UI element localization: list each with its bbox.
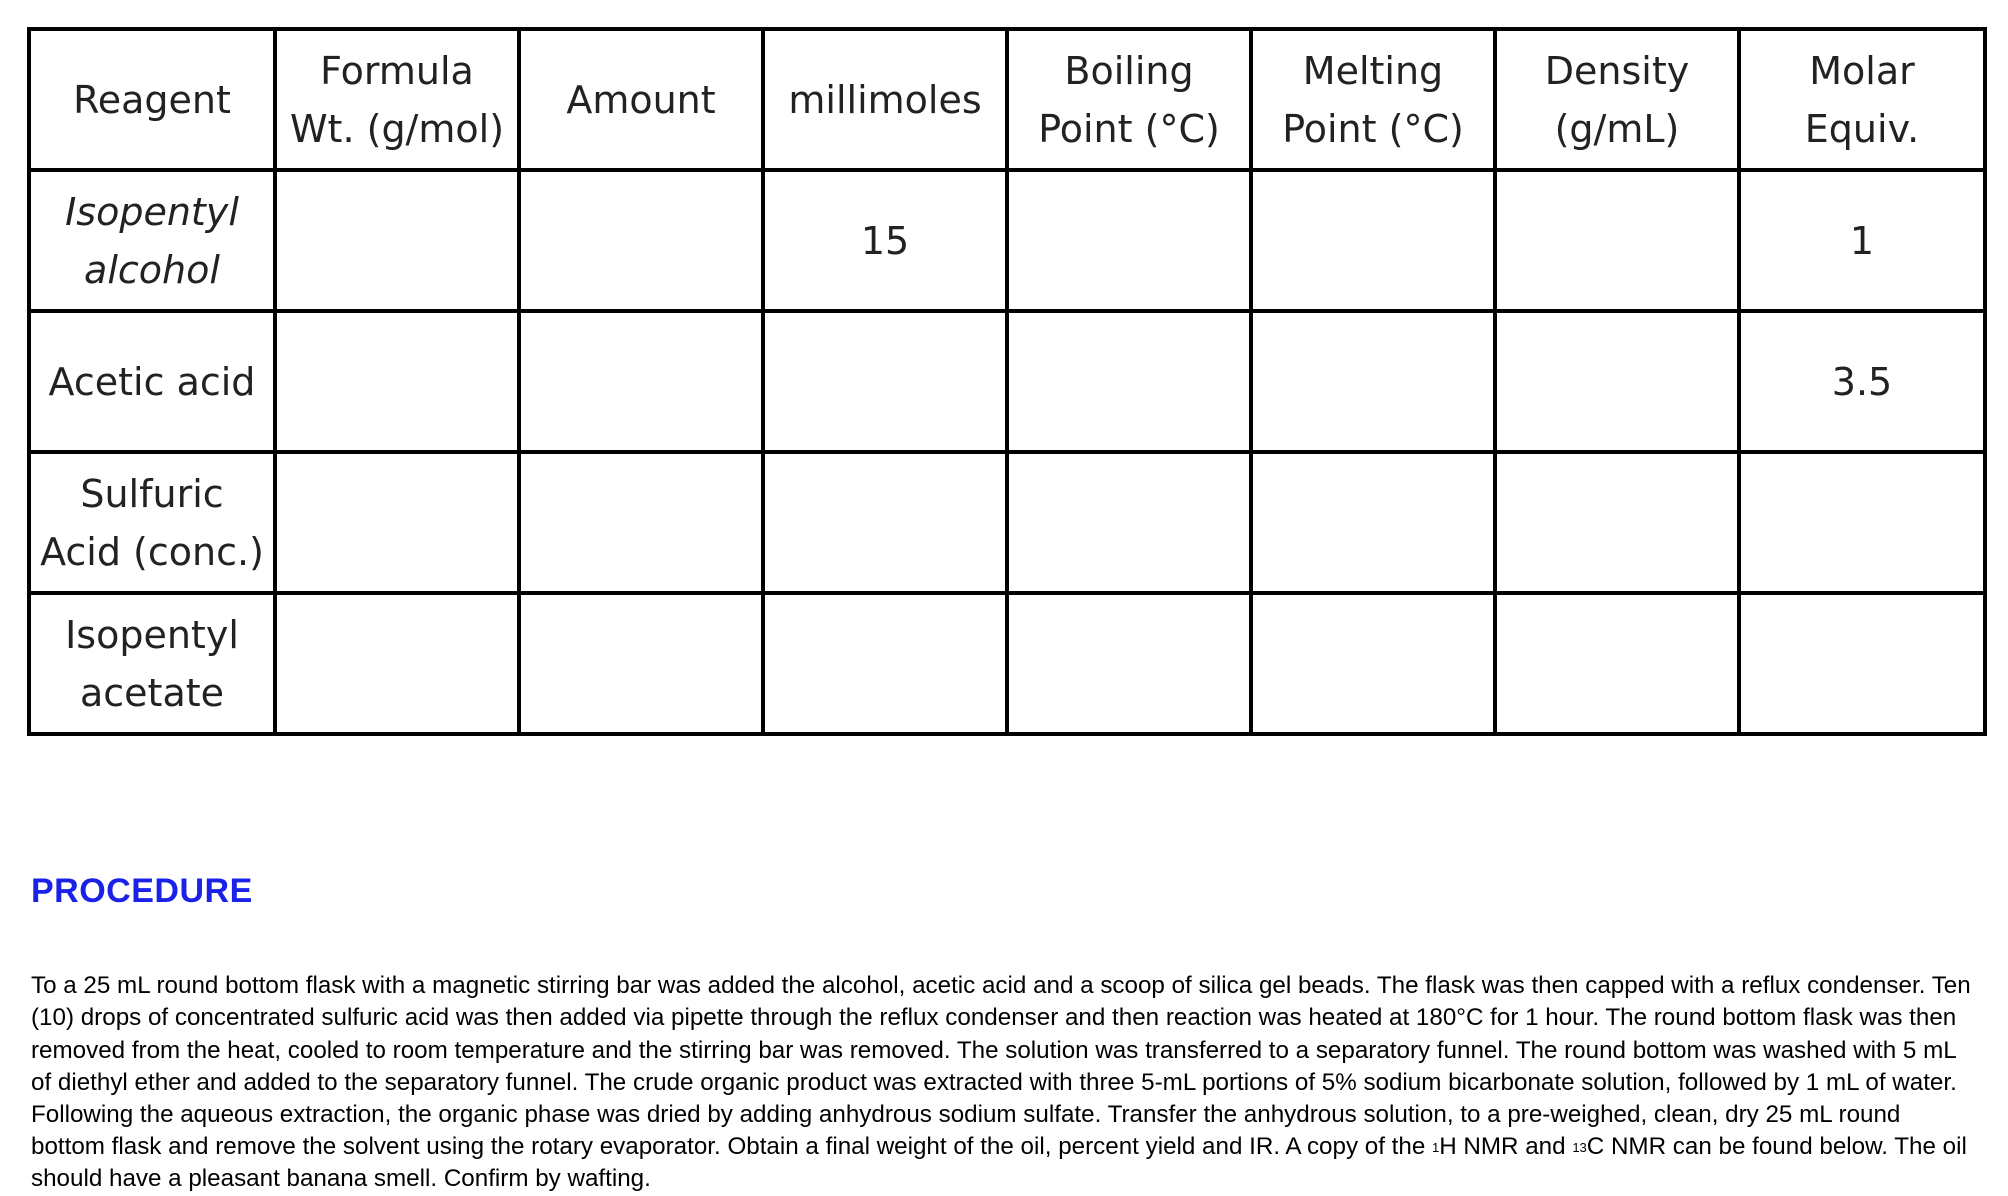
procedure-text-part3: C NMR can be found below. The oil should have a pleasant banana smell. Confirm by wafting. [31, 1133, 1967, 1193]
cell-formula-wt [275, 311, 519, 452]
header-millimoles: millimoles [763, 29, 1007, 170]
cell-boiling-point [1007, 593, 1251, 734]
table-row-isopentyl-acetate [29, 593, 1985, 734]
table-row-isopentyl-alcohol [29, 170, 1985, 311]
procedure-heading: PROCEDURE [31, 872, 253, 910]
table-header-row [29, 29, 1985, 170]
cell-amount [519, 593, 763, 734]
cell-molar-equiv [1739, 452, 1985, 593]
cell-amount [519, 452, 763, 593]
procedure-text-part1: To a 25 mL round bottom flask with a magnetic stirring bar was added the alcohol, acetic acid and a scoop of silica gel beads. The flask was then capped with a reflux condenser. Ten (10) drops of concentrated sulfuric acid was then added via pipette through the reflux condenser and then reaction was heated at 180°C for 1 hour. The round bottom flask was then removed from the heat, cooled to room temperature and the stirring bar was removed. The solution was transferred to a separatory funnel. The round bottom was washed with 5 mL of diethyl ether and added to the separatory funnel. The crude organic product was extracted with three 5-mL portions of 5% sodium bicarbonate solution, followed by 1 mL of water. Following the aqueous extraction, the organic phase was dried by adding anhydrous sodium sulfate. Transfer the anhydrous solution, to a pre-weighed, clean, dry 25 mL round bottom flask and remove the solvent using the rotary evaporator. Obtain a final weight of the oil, percent yield and IR. A copy of the [31, 972, 1971, 1161]
cell-boiling-point [1007, 452, 1251, 593]
cell-density [1495, 593, 1739, 734]
superscript-13c: 13 [1572, 1140, 1587, 1156]
header-density: Density (g/mL) [1495, 29, 1739, 170]
cell-boiling-point [1007, 311, 1251, 452]
cell-millimoles: 15 [763, 170, 1007, 311]
table-row-acetic-acid [29, 311, 1985, 452]
cell-melting-point [1251, 311, 1495, 452]
header-amount: Amount [519, 29, 763, 170]
cell-millimoles [763, 311, 1007, 452]
header-molar-equiv: Molar Equiv. [1739, 29, 1985, 170]
header-melting-point: Melting Point (°C) [1251, 29, 1495, 170]
procedure-paragraph [31, 970, 1981, 1195]
cell-millimoles [763, 452, 1007, 593]
cell-density [1495, 170, 1739, 311]
cell-formula-wt [275, 593, 519, 734]
cell-formula-wt [275, 170, 519, 311]
cell-reagent: Isopentyl acetate [29, 593, 275, 734]
procedure-text-part2: H NMR and [1439, 1133, 1573, 1161]
cell-boiling-point [1007, 170, 1251, 311]
cell-melting-point [1251, 170, 1495, 311]
superscript-1h: 1 [1432, 1140, 1440, 1156]
cell-reagent: Acetic acid [29, 311, 275, 452]
header-formula-wt: Formula Wt. (g/mol) [275, 29, 519, 170]
cell-millimoles [763, 593, 1007, 734]
table-row-sulfuric-acid [29, 452, 1985, 593]
header-reagent: Reagent [29, 29, 275, 170]
cell-formula-wt [275, 452, 519, 593]
cell-melting-point [1251, 593, 1495, 734]
reagent-table [27, 27, 1987, 736]
header-boiling-point: Boiling Point (°C) [1007, 29, 1251, 170]
cell-density [1495, 311, 1739, 452]
cell-density [1495, 452, 1739, 593]
cell-molar-equiv: 1 [1739, 170, 1985, 311]
cell-reagent: Isopentyl alcohol [29, 170, 275, 311]
cell-melting-point [1251, 452, 1495, 593]
cell-reagent: Sulfuric Acid (conc.) [29, 452, 275, 593]
cell-molar-equiv: 3.5 [1739, 311, 1985, 452]
cell-molar-equiv [1739, 593, 1985, 734]
cell-amount [519, 311, 763, 452]
cell-amount [519, 170, 763, 311]
